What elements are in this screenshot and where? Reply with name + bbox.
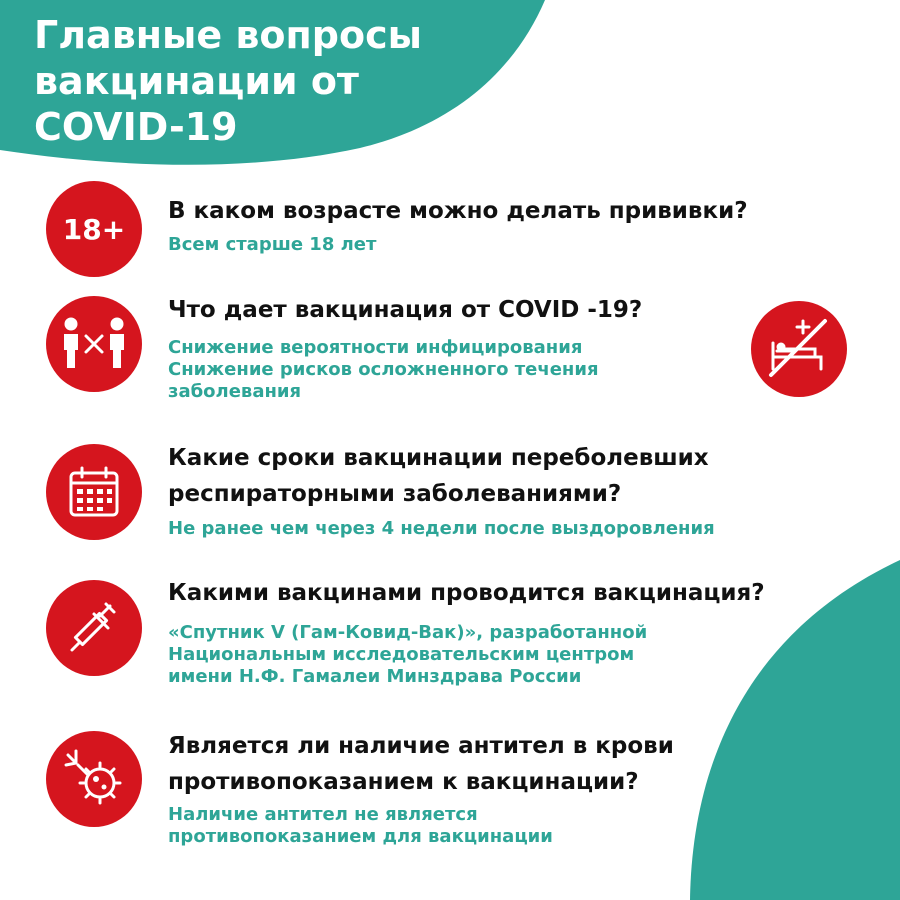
question-age — [168, 193, 748, 229]
question-antibodies — [168, 728, 674, 800]
answer-line: Не ранее чем через 4 недели после выздоровления — [168, 518, 715, 539]
answer-line: Снижение рисков осложненного течения — [168, 359, 599, 380]
question-line: противопоказанием к вакцинации? — [168, 769, 639, 795]
question-line: Какие сроки вакцинации переболевших — [168, 445, 709, 471]
title-line: вакцинации от — [34, 59, 359, 103]
answer-line: имени Н.Ф. Гамалеи Минздрава России — [168, 666, 582, 687]
answer-line: заболевания — [168, 381, 302, 402]
answer-antibodies — [168, 804, 553, 848]
answer-line: Всем старше 18 лет — [168, 234, 377, 255]
syringe-icon — [46, 580, 142, 676]
question-line: Какими вакцинами проводится вакцинация? — [168, 580, 765, 606]
title-line: Главные вопросы — [34, 13, 422, 57]
virus-antibody-icon — [46, 731, 142, 827]
corner-teal-shape — [690, 560, 900, 900]
question-line: Что дает вакцинация от COVID -19? — [168, 297, 643, 323]
answer-vaccines — [168, 622, 647, 688]
answer-line: противопоказанием для вакцинации — [168, 826, 553, 847]
age-18-plus-icon — [46, 181, 142, 277]
title-line: COVID-19 — [34, 105, 238, 149]
calendar-icon — [46, 444, 142, 540]
question-line: Является ли наличие антител в крови — [168, 733, 674, 759]
answer-age — [168, 234, 376, 256]
question-benefits — [168, 292, 642, 328]
answer-line: Наличие антител не является — [168, 804, 478, 825]
no-hospital-bed-icon — [751, 301, 847, 397]
answer-line: Национальным исследовательским центром — [168, 644, 635, 665]
answer-timing — [168, 518, 715, 540]
question-line: В каком возрасте можно делать прививки? — [168, 198, 748, 224]
question-line: респираторными заболеваниями? — [168, 481, 622, 507]
page-title — [34, 12, 514, 150]
answer-benefits — [168, 337, 599, 403]
age-icon-label: 18+ — [62, 212, 126, 246]
answer-line: «Спутник V (Гам-Ковид-Вак)», разработанной — [168, 622, 648, 643]
social-distance-icon — [46, 296, 142, 392]
question-vaccines — [168, 575, 765, 611]
answer-line: Снижение вероятности инфицирования — [168, 337, 583, 358]
question-timing — [168, 440, 709, 512]
